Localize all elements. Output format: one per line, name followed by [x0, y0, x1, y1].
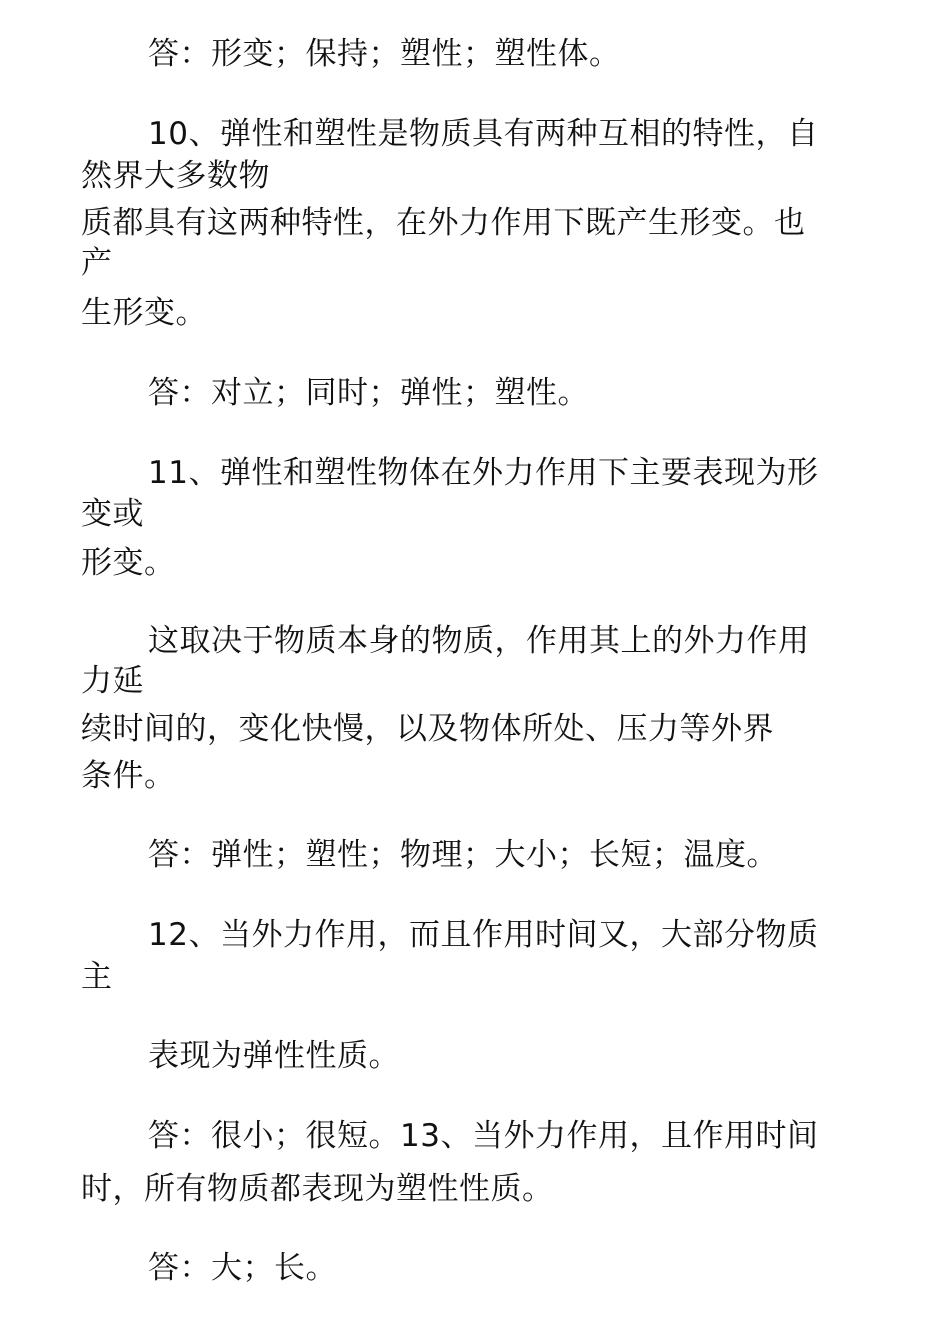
text-line: 条件。	[81, 758, 176, 794]
text-line: 形变。	[81, 545, 176, 581]
text-line: 力延	[81, 663, 144, 699]
text-line: 11、弹性和塑性物体在外力作用下主要表现为形	[148, 455, 819, 491]
text-line: 生形变。	[81, 295, 207, 331]
text-line: 质都具有这两种特性，在外力作用下既产生形变。也	[81, 205, 806, 241]
text-line: 然界大多数物	[81, 158, 270, 194]
text-line: 答：弹性；塑性；物理；大小；长短；温度。	[148, 837, 778, 873]
text-line: 答：很小；很短。13、当外力作用，且作用时间	[148, 1118, 819, 1154]
text-line: 12、当外力作用，而且作用时间又，大部分物质	[148, 917, 819, 953]
text-line: 这取决于物质本身的物质，作用其上的外力作用	[148, 623, 810, 659]
text-line: 答：对立；同时；弹性；塑性。	[148, 375, 589, 411]
text-line: 答：大；长。	[148, 1250, 337, 1286]
text-line: 答：形变；保持；塑性；塑性体。	[148, 36, 621, 72]
text-line: 时，所有物质都表现为塑性性质。	[81, 1171, 554, 1207]
text-line: 10、弹性和塑性是物质具有两种互相的特性，自	[148, 116, 819, 152]
text-line: 主	[81, 959, 113, 995]
text-line: 续时间的，变化快慢，以及物体所处、压力等外界	[81, 711, 774, 747]
text-line: 变或	[81, 496, 144, 532]
text-line: 产	[81, 245, 113, 281]
text-line: 表现为弹性性质。	[148, 1038, 400, 1074]
